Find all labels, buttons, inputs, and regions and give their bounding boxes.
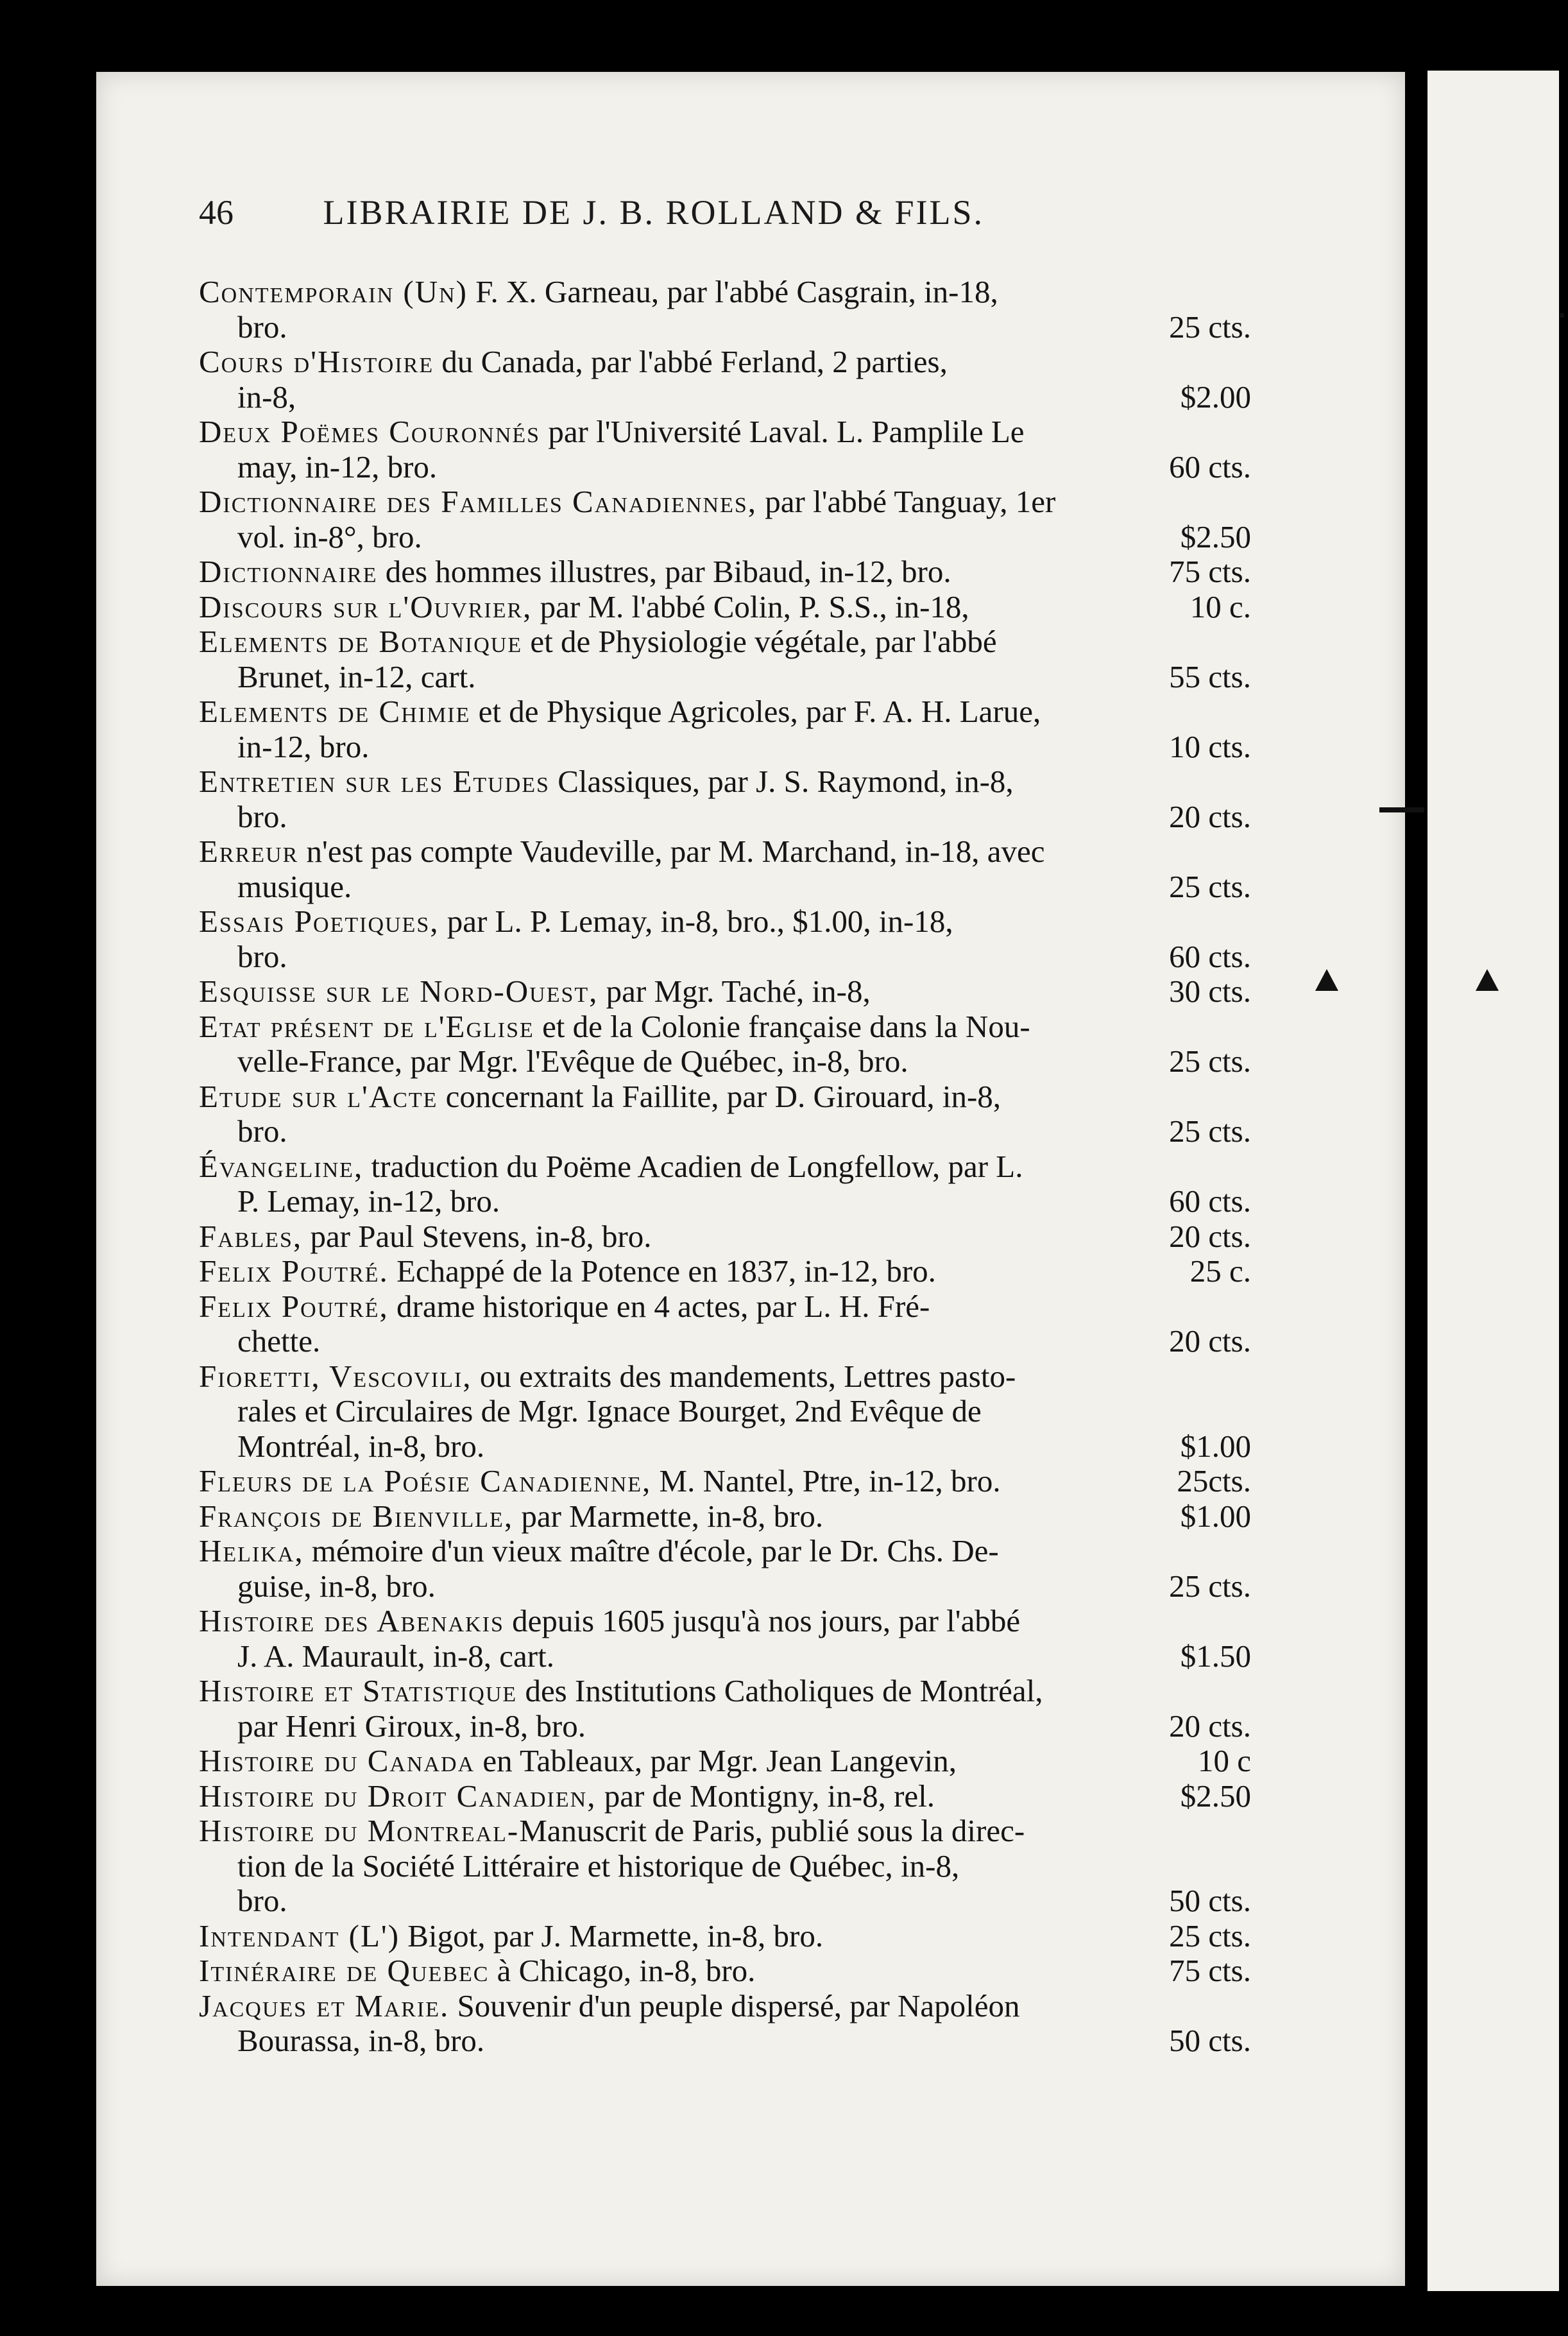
entry-description: J. A. Maurault, in-8, cart. <box>237 1638 554 1674</box>
entry-text <box>199 694 1041 730</box>
entry-line <box>199 870 1251 905</box>
entry-text <box>237 870 352 905</box>
entry-line <box>199 1674 1251 1709</box>
entry-description: par l'abbé Tanguay, 1er <box>757 484 1056 519</box>
entry-price: 20 cts. <box>1169 798 1251 834</box>
entry-line <box>199 1954 1251 1989</box>
entry-price: 60 cts. <box>1169 938 1251 974</box>
entry-title: Erreur <box>199 834 299 869</box>
entry-description: n'est pas compte Vaudeville, par M. Marchand, in-18, avec <box>298 834 1045 869</box>
entry-text <box>199 1219 652 1255</box>
catalog-entry <box>199 1359 1251 1464</box>
entry-title: Histoire du Canada <box>199 1743 475 1778</box>
catalog-entry <box>199 1009 1251 1079</box>
entry-text <box>237 800 287 835</box>
entry-description: par Henri Giroux, in-8, bro. <box>237 1708 586 1744</box>
entry-title: Elements de Botanique <box>199 624 523 659</box>
entry-price: 25 cts. <box>1169 868 1251 904</box>
catalog-entry <box>199 1289 1251 1359</box>
entry-description: drame historique en 4 actes, par L. H. Fré- <box>388 1288 930 1324</box>
entry-description: Bigot, par J. Marmette, in-8, bro. <box>400 1918 824 1954</box>
entry-line <box>199 2023 1251 2059</box>
entry-description: traduction du Poëme Acadien de Longfellow, par L. <box>363 1148 1023 1184</box>
entry-line <box>199 310 1251 345</box>
running-title: LIBRAIRIE DE J. B. ROLLAND & FILS. <box>323 193 984 232</box>
entry-line <box>199 590 1251 625</box>
entry-line <box>199 1779 1251 1814</box>
entry-text <box>199 1359 1016 1395</box>
entry-description: mémoire d'un vieux maître d'école, par le Dr. Chs. De- <box>303 1533 999 1568</box>
entry-description: tion de la Société Littéraire et historique de Québec, in-8, <box>237 1848 960 1884</box>
entry-price: $2.00 <box>1180 379 1251 415</box>
entry-line <box>199 1219 1251 1255</box>
entry-line <box>199 1464 1251 1499</box>
entry-text <box>199 415 1025 450</box>
entry-text <box>237 450 437 485</box>
entry-line <box>199 974 1251 1009</box>
entry-text <box>199 834 1044 870</box>
entry-description: à Chicago, in-8, bro. <box>489 1953 756 1988</box>
page-header <box>199 193 1290 232</box>
entry-price: 25 cts. <box>1169 1113 1251 1149</box>
entry-text <box>199 345 948 380</box>
entry-text <box>199 1744 957 1779</box>
entry-line <box>199 1534 1251 1569</box>
entry-title: François de Bienville, <box>199 1498 514 1534</box>
entry-text <box>237 1324 320 1359</box>
entry-line <box>199 485 1251 520</box>
entry-line <box>199 1044 1251 1079</box>
entry-title: Fables, <box>199 1218 303 1254</box>
entry-line <box>199 1114 1251 1149</box>
entry-description: par l'Université Laval. L. Pamplile Le <box>540 414 1025 449</box>
entry-text <box>237 1639 554 1674</box>
catalog-entry <box>199 415 1251 485</box>
entry-description: F. X. Garneau, par l'abbé Casgrain, in-18, <box>467 274 998 309</box>
entry-line <box>199 1884 1251 1919</box>
entry-line <box>199 1814 1251 1849</box>
entry-description: in-12, bro. <box>237 728 370 764</box>
entry-description: musique. <box>237 868 352 904</box>
catalog-entry <box>199 694 1251 764</box>
entry-line <box>199 764 1251 800</box>
entry-text <box>199 1289 930 1325</box>
entry-title: Cours d'Histoire <box>199 344 434 379</box>
entry-title: Itinéraire de Quebec <box>199 1953 490 1988</box>
entry-title: Évangeline, <box>199 1148 364 1184</box>
entry-text <box>199 1814 1025 1849</box>
entry-line <box>199 800 1251 835</box>
margin-arrow-icon <box>1476 969 1499 991</box>
entry-text <box>199 1604 1020 1639</box>
entry-price: 10 cts. <box>1169 728 1251 764</box>
entry-text <box>199 1079 1001 1115</box>
entry-line <box>199 554 1251 590</box>
entry-line <box>199 694 1251 730</box>
entry-line <box>199 1429 1251 1464</box>
entry-description: en Tableaux, par Mgr. Jean Langevin, <box>475 1743 957 1778</box>
page-number: 46 <box>199 193 234 232</box>
entry-line <box>199 1359 1251 1395</box>
entry-description: vol. in-8°, bro. <box>237 519 422 554</box>
entry-price: 25 cts. <box>1169 309 1251 345</box>
entry-description: P. Lemay, in-12, bro. <box>237 1183 500 1219</box>
catalog-entry <box>199 764 1251 834</box>
facing-page-edge <box>1427 71 1568 2291</box>
entry-title: Histoire et Statistique <box>199 1673 518 1708</box>
entry-line <box>199 940 1251 975</box>
catalog-entry <box>199 1254 1251 1289</box>
entry-line <box>199 1499 1251 1534</box>
entry-line <box>199 1569 1251 1604</box>
entry-price: 25 cts. <box>1169 1918 1251 1954</box>
entry-text <box>237 310 287 345</box>
entry-text <box>199 1989 1020 2024</box>
catalog-entry <box>199 1919 1251 1954</box>
entry-line <box>199 1849 1251 1884</box>
entry-title: Elements de Chimie <box>199 694 471 729</box>
entry-price: $2.50 <box>1180 1778 1251 1814</box>
catalog-entry <box>199 1534 1251 1604</box>
entry-line <box>199 730 1251 765</box>
entry-text <box>237 940 287 975</box>
catalog-entry <box>199 1079 1251 1149</box>
entry-description: bro. <box>237 798 287 834</box>
catalog-entry <box>199 1989 1251 2059</box>
entry-line <box>199 380 1251 415</box>
entry-description: concernant la Faillite, par D. Girouard, in-8, <box>438 1078 1001 1114</box>
entry-description: par M. l'abbé Colin, P. S.S., in-18, <box>532 588 969 624</box>
entry-price: 20 cts. <box>1169 1323 1251 1359</box>
entry-description: par Marmette, in-8, bro. <box>513 1498 824 1534</box>
entry-text <box>237 730 370 765</box>
entry-price: 10 c <box>1198 1743 1251 1778</box>
catalog-entry <box>199 974 1251 1009</box>
entry-line <box>199 1919 1251 1954</box>
entry-text <box>237 1849 959 1884</box>
catalog-entry <box>199 345 1251 415</box>
entry-description: in-8, <box>237 379 296 415</box>
entry-title: Intendant (L') <box>199 1918 400 1954</box>
entry-text <box>237 1394 982 1429</box>
entry-description: chette. <box>237 1323 321 1359</box>
entry-description: et de la Colonie française dans la Nou- <box>534 1008 1030 1044</box>
catalog-entry <box>199 1744 1251 1779</box>
entry-price: 25 c. <box>1189 1253 1251 1289</box>
entry-description: depuis 1605 jusqu'à nos jours, par l'abbé <box>504 1603 1021 1638</box>
entry-title: Etude sur l'Acte <box>199 1078 438 1114</box>
catalog-entry <box>199 590 1251 625</box>
entry-title: Esquisse sur le Nord-Ouest, <box>199 974 599 1009</box>
entry-description: Classiques, par J. S. Raymond, in-8, <box>549 764 1014 799</box>
entry-description: et de Physiologie végétale, par l'abbé <box>522 624 997 659</box>
entry-line <box>199 1254 1251 1289</box>
entry-description: rales et Circulaires de Mgr. Ignace Bourget, 2nd Evêque de <box>237 1393 982 1429</box>
entry-description: guise, in-8, bro. <box>237 1568 436 1604</box>
entry-line <box>199 520 1251 555</box>
entry-text <box>199 974 871 1009</box>
entry-description: Manuscrit de Paris, publié sous la direc- <box>519 1813 1025 1848</box>
entry-price: 55 cts. <box>1169 658 1251 694</box>
entry-text <box>199 1674 1043 1709</box>
entry-text <box>199 764 1014 800</box>
margin-mark <box>1379 807 1424 812</box>
entry-price: $1.00 <box>1180 1498 1251 1534</box>
entry-text <box>199 1954 755 1989</box>
catalog-entry <box>199 1954 1251 1989</box>
entry-text <box>199 1009 1030 1045</box>
entry-title: Histoire du Montreal- <box>199 1813 520 1848</box>
entry-text <box>237 1184 500 1219</box>
entry-price: 75 cts. <box>1169 1953 1251 1988</box>
entry-text <box>237 2023 484 2059</box>
entry-text <box>199 590 969 625</box>
entry-text <box>199 904 953 940</box>
entry-title: Contemporain (Un) <box>199 274 468 309</box>
entry-description: bro. <box>237 1883 287 1918</box>
entry-text <box>237 1884 287 1919</box>
catalog-entry <box>199 1219 1251 1255</box>
entry-title: Discours sur l'Ouvrier, <box>199 588 533 624</box>
entry-title: Helika, <box>199 1533 304 1568</box>
entry-text <box>199 1534 999 1569</box>
entry-title: Dictionnaire des Familles Canadiennes, <box>199 484 758 519</box>
catalog-entry <box>199 1604 1251 1674</box>
entry-description: Brunet, in-12, cart. <box>237 658 476 694</box>
entry-line <box>199 1149 1251 1185</box>
entry-price: $2.50 <box>1180 519 1251 554</box>
entry-text <box>199 1254 936 1289</box>
catalog-entry <box>199 1674 1251 1744</box>
entry-title: Essais Poetiques, <box>199 904 439 939</box>
entry-title: Histoire des Abenakis <box>199 1603 504 1638</box>
entry-description: du Canada, par l'abbé Ferland, 2 parties, <box>434 344 948 379</box>
entry-line <box>199 345 1251 380</box>
entry-price: 60 cts. <box>1169 449 1251 485</box>
entry-description: may, in-12, bro. <box>237 449 438 485</box>
entry-line <box>199 1639 1251 1674</box>
entry-description: et de Physique Agricoles, par F. A. H. Larue, <box>470 694 1041 729</box>
entry-line <box>199 1709 1251 1744</box>
catalog-entry <box>199 1814 1251 1919</box>
entry-title: Entretien sur les Etudes <box>199 764 550 799</box>
entry-description: par de Montigny, in-8, rel. <box>596 1778 935 1814</box>
entry-description: des Institutions Catholiques de Montréal, <box>517 1673 1043 1708</box>
entry-price: 50 cts. <box>1169 2023 1251 2058</box>
entry-description: Bourassa, in-8, bro. <box>237 2023 485 2058</box>
entry-text <box>237 1709 586 1744</box>
entry-title: Deux Poëmes Couronnés <box>199 414 541 449</box>
entry-line <box>199 1184 1251 1219</box>
catalog-entry <box>199 624 1251 694</box>
entry-text <box>199 1499 823 1534</box>
catalog-entry <box>199 554 1251 590</box>
stray-mark: . <box>1556 282 1568 327</box>
entry-price: 75 cts. <box>1169 554 1251 589</box>
entry-description: bro. <box>237 938 287 974</box>
entry-text <box>237 1114 287 1149</box>
entry-price: 20 cts. <box>1169 1218 1251 1254</box>
entry-price: 50 cts. <box>1169 1883 1251 1918</box>
entry-text <box>199 1779 935 1814</box>
entry-description: par Paul Stevens, in-8, bro. <box>302 1218 652 1254</box>
entry-title: Histoire du Droit Canadien, <box>199 1778 597 1814</box>
entry-price: $1.50 <box>1180 1638 1251 1674</box>
entry-text <box>199 275 998 310</box>
catalog-entry <box>199 485 1251 554</box>
catalog-entry <box>199 1149 1251 1219</box>
entry-line <box>199 275 1251 310</box>
entry-text <box>199 1464 1001 1499</box>
entry-text <box>237 1569 436 1604</box>
entry-line <box>199 904 1251 940</box>
catalog-entry <box>199 275 1251 345</box>
entry-price: 25 cts. <box>1169 1043 1251 1079</box>
entry-line <box>199 660 1251 695</box>
entry-text <box>199 485 1055 520</box>
entry-text <box>237 520 422 555</box>
entry-title: Etat présent de l'Eglise <box>199 1008 534 1044</box>
catalog-entry <box>199 904 1251 974</box>
entry-description: bro. <box>237 1113 287 1149</box>
entry-price: 25 cts. <box>1169 1568 1251 1604</box>
entry-title: Fioretti, Vescovili, <box>199 1358 472 1394</box>
margin-arrow-icon <box>1315 969 1338 991</box>
entry-line <box>199 624 1251 660</box>
entry-line <box>199 1989 1251 2024</box>
entry-line <box>199 1079 1251 1115</box>
catalog-entry <box>199 834 1251 904</box>
entry-line <box>199 1324 1251 1359</box>
entry-line <box>199 450 1251 485</box>
entry-title: Dictionnaire <box>199 554 378 589</box>
entry-price: 10 c. <box>1189 588 1251 624</box>
entry-line <box>199 1289 1251 1325</box>
entry-line <box>199 1009 1251 1045</box>
catalog-entry-list <box>199 275 1251 2059</box>
entry-line <box>199 415 1251 450</box>
entry-text <box>199 624 997 660</box>
entry-line <box>199 834 1251 870</box>
entry-line <box>199 1604 1251 1639</box>
entry-line <box>199 1744 1251 1779</box>
entry-description: velle-France, par Mgr. l'Evêque de Québec, in-8, bro. <box>237 1043 908 1079</box>
entry-title: Felix Poutré, <box>199 1288 389 1324</box>
entry-text <box>199 554 951 590</box>
catalog-entry <box>199 1779 1251 1814</box>
catalog-entry <box>199 1499 1251 1534</box>
entry-text <box>199 1919 823 1954</box>
entry-description: M. Nantel, Ptre, in-12, bro. <box>651 1463 1001 1499</box>
entry-description: Montréal, in-8, bro. <box>237 1428 485 1464</box>
entry-title: Fleurs de la Poésie Canadienne, <box>199 1463 652 1499</box>
entry-description: par L. P. Lemay, in-8, bro., $1.00, in-18, <box>439 904 953 939</box>
catalog-entry <box>199 1464 1251 1499</box>
entry-description: bro. <box>237 309 287 345</box>
entry-text <box>237 660 475 695</box>
entry-price: 20 cts. <box>1169 1708 1251 1744</box>
entry-title: Jacques et Marie. <box>199 1988 450 2023</box>
entry-price: $1.00 <box>1180 1428 1251 1464</box>
entry-description: Echappé de la Potence en 1837, in-12, bro. <box>388 1253 936 1289</box>
entry-description: Souvenir d'un peuple dispersé, par Napoléon <box>449 1988 1020 2023</box>
entry-text <box>237 380 296 415</box>
entry-title: Felix Poutré. <box>199 1253 389 1289</box>
entry-price: 30 cts. <box>1169 974 1251 1009</box>
entry-description: des hommes illustres, par Bibaud, in-12, bro. <box>377 554 951 589</box>
entry-text <box>237 1429 484 1464</box>
entry-line <box>199 1394 1251 1429</box>
entry-price: 60 cts. <box>1169 1183 1251 1219</box>
entry-text <box>237 1044 908 1079</box>
entry-description: par Mgr. Taché, in-8, <box>598 974 871 1009</box>
entry-price: 25cts. <box>1177 1463 1251 1499</box>
entry-description: ou extraits des mandements, Lettres pasto- <box>472 1358 1016 1394</box>
entry-text <box>199 1149 1023 1185</box>
